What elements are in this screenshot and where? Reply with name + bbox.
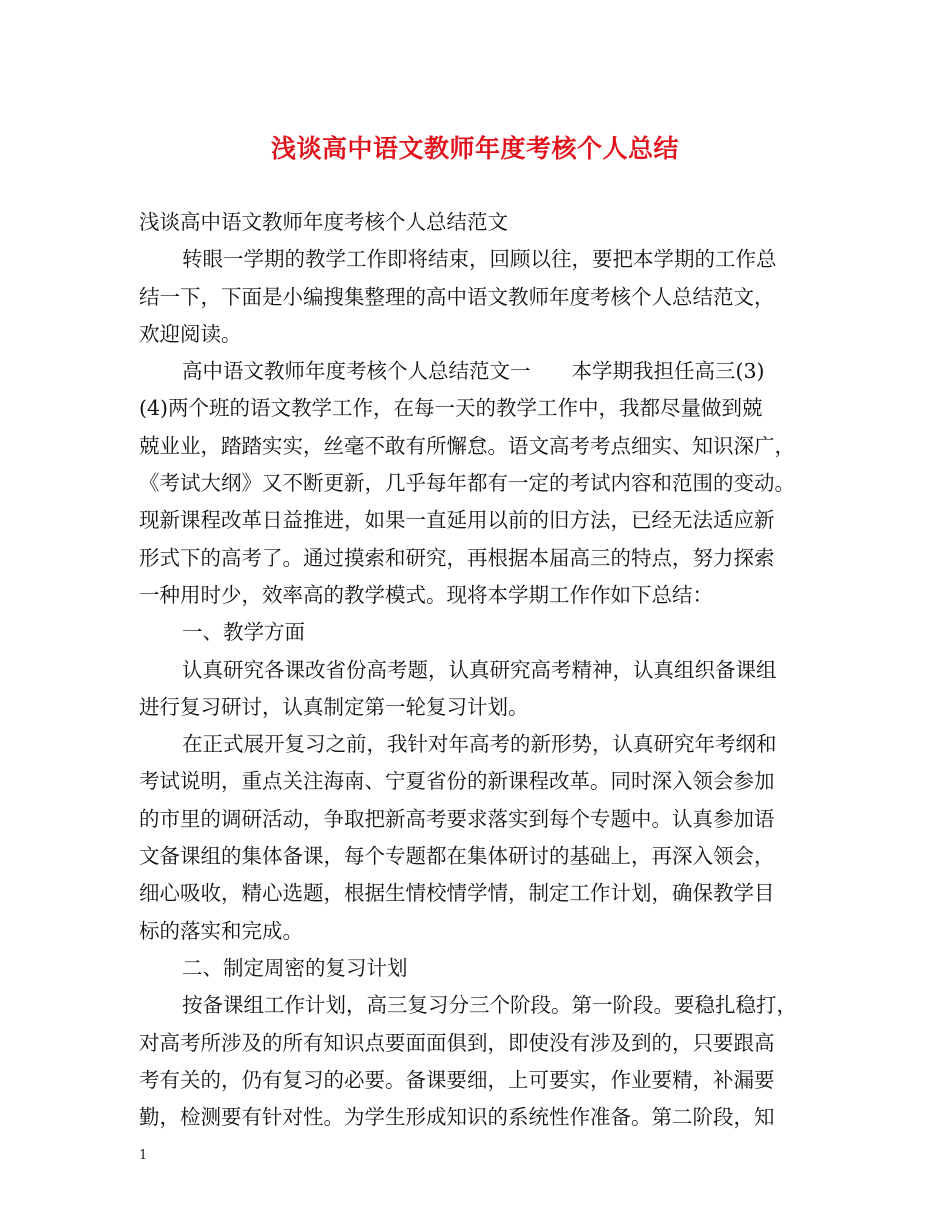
document-body (139, 204, 819, 1136)
text-line: 转眼一学期的教学工作即将结束，回顾以往，要把本学期的工作总 (182, 247, 777, 272)
text-line: 一、教学方面 (182, 620, 305, 645)
text-line: 《考试大纲》又不断更新，几乎每年都有一定的考试内容和范围的变动。 (139, 471, 795, 496)
text-line: 现新课程改革日益推进，如果一直延用以前的旧方法，已经无法适应新 (139, 508, 775, 533)
text-line: 欢迎阅读。 (139, 321, 242, 346)
text-line: 细心吸收，精心选题，根据生情校情学情，制定工作计划，确保教学目 (139, 881, 775, 906)
text-line: (4)两个班的语文教学工作，在每一天的教学工作中，我都尽量做到兢 (139, 396, 763, 421)
text-line: 按备课组工作计划，高三复习分三个阶段。第一阶段。要稳扎稳打， (182, 993, 797, 1018)
text-line: 考有关的，仍有复习的必要。备课要细，上可要实，作业要精，补漏要 (139, 1067, 775, 1092)
text-line: 浅谈高中语文教师年度考核个人总结范文 (139, 210, 508, 234)
text-line: 在正式展开复习之前，我针对年高考的新形势，认真研究年考纲和 (182, 732, 777, 757)
text-line: 的市里的调研活动，争取把新高考要求落实到每个专题中。认真参加语 (139, 806, 775, 831)
text-line: 考试说明，重点关注海南、宁夏省份的新课程改革。同时深入领会参加 (139, 769, 775, 794)
text-line: 二、制定周密的复习计划 (182, 955, 408, 980)
document-title: 浅谈高中语文教师年度考核个人总结 (270, 134, 679, 163)
text-line: 结一下，下面是小编搜集整理的高中语文教师年度考核个人总结范文， (139, 284, 775, 309)
text-line: 一种用时少，效率高的教学模式。现将本学期工作作如下总结： (139, 582, 713, 607)
text-line: 兢业业，踏踏实实，丝毫不敢有所懈怠。语文高考考点细实、知识深广， (139, 433, 795, 458)
text-line: 认真研究各课改省份高考题，认真研究高考精神，认真组织备课组 (182, 657, 777, 682)
text-line: 文备课组的集体备课，每个专题都在集体研讨的基础上，再深入领会， (139, 844, 775, 869)
text-line: 勤，检测要有针对性。为学生形成知识的系统性作准备。第二阶段，知 (139, 1105, 775, 1130)
text-line: 形式下的高考了。通过摸索和研究，再根据本届高三的特点，努力探索 (139, 545, 775, 570)
text-line: 高中语文教师年度考核个人总结范文一 本学期我担任高三(3) (182, 359, 765, 384)
page-number: 1 (139, 1148, 148, 1163)
text-line: 标的落实和完成。 (139, 918, 303, 943)
text-line: 进行复习研讨，认真制定第一轮复习计划。 (139, 694, 529, 719)
text-line: 对高考所涉及的所有知识点要面面俱到，即使没有涉及到的，只要跟高 (139, 1030, 775, 1055)
